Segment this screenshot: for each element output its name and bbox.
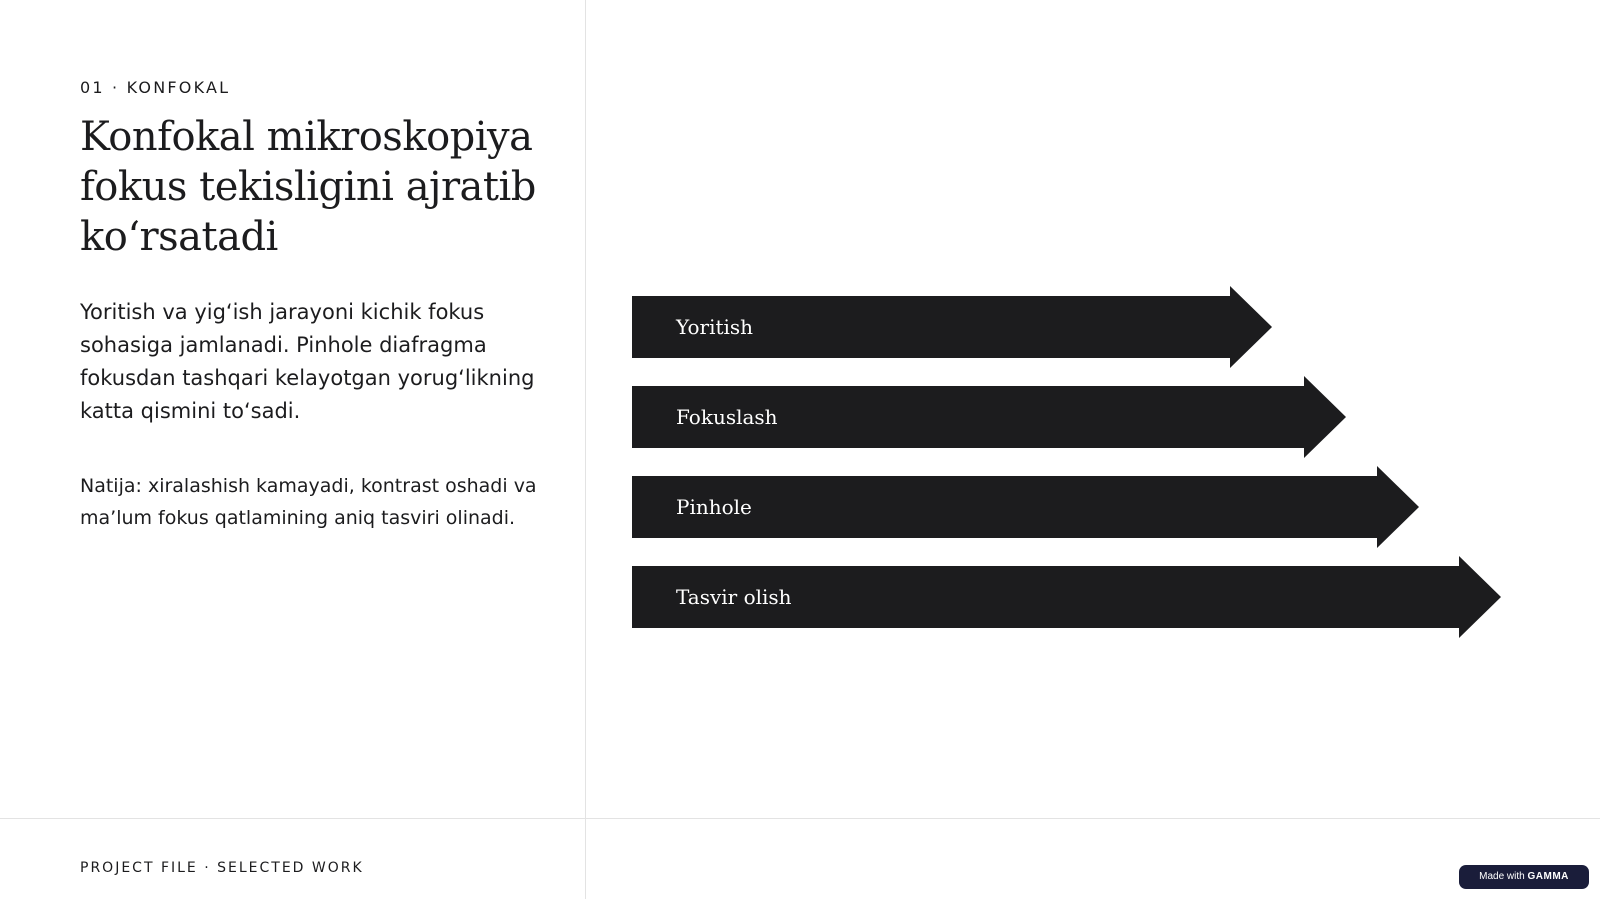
badge-prefix: Made with — [1479, 871, 1525, 882]
process-arrows — [632, 286, 1512, 646]
made-with-gamma-badge[interactable] — [1459, 865, 1589, 889]
arrow-label: Fokuslash — [676, 405, 778, 429]
vertical-divider — [585, 0, 586, 899]
body-paragraph-2: Natija: xiralashish kamayadi, kontrast oshadi va ma’lum fokus qatlamining aniq tasviri olinadi. — [80, 475, 537, 529]
footer-text: PROJECT FILE · SELECTED WORK — [80, 860, 364, 876]
arrow-label: Tasvir olish — [676, 585, 792, 609]
slide-title: Konfokal mikroskopiya fokus tekisligini ajratib ko‘rsatadi — [80, 114, 536, 260]
body-paragraph-1: Yoritish va yig‘ish jarayoni kichik fokus sohasiga jamlanadi. Pinhole diafragma fokusdan tashqari kelayotgan yorug‘likning katta qismini to‘sadi. — [80, 300, 535, 423]
arrow-label: Yoritish — [676, 315, 754, 339]
arrow-label: Pinhole — [676, 495, 752, 519]
footer-divider — [0, 818, 1600, 819]
gamma-logo-text: GAMMA — [1527, 871, 1569, 882]
section-eyebrow: 01 · KONFOKAL — [80, 78, 231, 97]
